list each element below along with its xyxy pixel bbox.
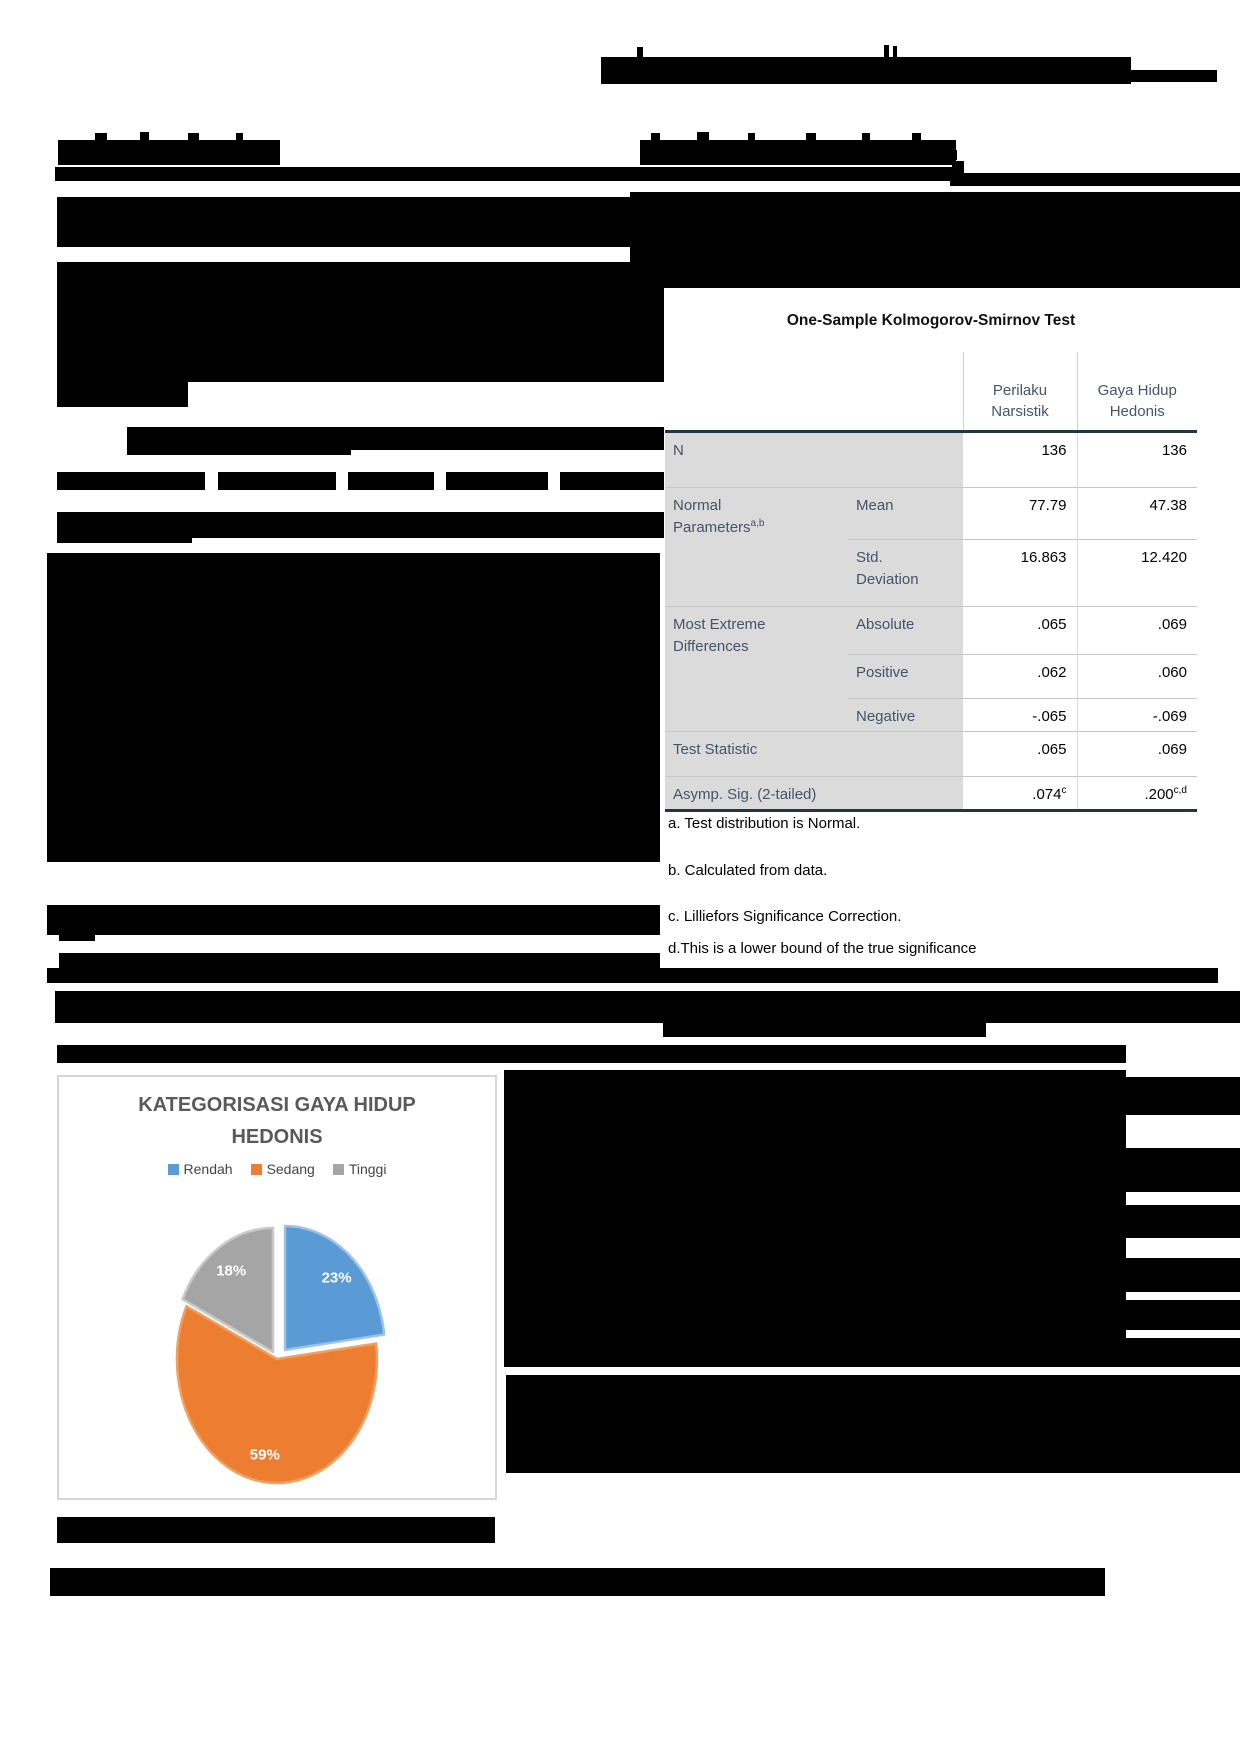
redaction-bar <box>506 1375 1240 1473</box>
ks-header-row <box>665 352 1197 432</box>
redaction-bar <box>59 935 95 941</box>
ks-header-col2 <box>1077 352 1197 432</box>
redaction-bar <box>50 1568 1105 1596</box>
cell-value: .062 <box>963 655 1077 699</box>
row-label: Asymp. Sig. (2-tailed) <box>665 777 963 811</box>
redaction-bar <box>948 150 957 160</box>
redaction-bar <box>1126 1338 1240 1367</box>
cell-value: 16.863 <box>963 540 1077 607</box>
legend-label: Sedang <box>266 1161 315 1177</box>
cell-value: .065 <box>963 732 1077 777</box>
redaction-bar <box>912 133 921 141</box>
redaction-bar <box>57 197 630 247</box>
redaction-bar <box>55 167 957 181</box>
redaction-bar <box>127 450 351 455</box>
redaction-bar <box>560 472 664 490</box>
redaction-bar <box>950 173 1240 186</box>
redaction-bar <box>651 133 660 141</box>
cell-value: 12.420 <box>1077 540 1197 607</box>
table-row <box>665 607 1197 655</box>
redaction-bar <box>663 1023 986 1037</box>
redaction-bar <box>57 472 205 490</box>
redaction-bar <box>1126 1205 1240 1238</box>
redaction-bar <box>47 553 660 862</box>
ks-header-empty <box>665 352 963 432</box>
cell-value: .069 <box>1077 732 1197 777</box>
redaction-bar <box>57 1045 1126 1063</box>
cell-value: .069 <box>1077 607 1197 655</box>
redaction-bar <box>748 133 755 141</box>
redaction-bar <box>884 45 889 57</box>
redaction-bar <box>504 1070 1126 1367</box>
row-sublabel: Positive <box>848 655 963 699</box>
row-sublabel: Negative <box>848 699 963 732</box>
redaction-bar <box>57 1517 495 1543</box>
col2-line2: Hedonis <box>1109 403 1165 420</box>
redaction-bar <box>59 953 660 968</box>
redaction-bar <box>47 905 660 935</box>
cell-value: -.069 <box>1077 699 1197 732</box>
col1-line2: Narsistik <box>991 403 1049 420</box>
legend-label: Tinggi <box>348 1161 387 1177</box>
redaction-bar <box>1126 1148 1240 1192</box>
redaction-bar <box>140 132 149 141</box>
footnote-d: d.This is a lower bound of the true significance <box>668 940 977 957</box>
redaction-bar <box>57 382 188 407</box>
redaction-bar <box>95 133 107 141</box>
cell-value: .074$^c$ <box>963 777 1077 811</box>
redaction-bar <box>893 46 897 57</box>
cell-value: -.065 <box>963 699 1077 732</box>
row-label: N <box>665 432 963 488</box>
pie-chart-box <box>57 1075 497 1500</box>
redaction-bar <box>1126 1077 1240 1115</box>
cell-value: 136 <box>1077 432 1197 488</box>
redaction-bar <box>57 538 192 543</box>
table-row <box>665 777 1197 811</box>
redaction-bar <box>862 133 870 141</box>
table-row <box>665 488 1197 540</box>
legend-label: Rendah <box>183 1161 233 1177</box>
pie-slice-rendah <box>285 1226 384 1350</box>
redaction-bar <box>348 472 434 490</box>
pie-chart <box>59 1077 495 1498</box>
cell-value: 77.79 <box>963 488 1077 540</box>
cell-value: 47.38 <box>1077 488 1197 540</box>
table-row <box>665 732 1197 777</box>
row-sublabel: Absolute <box>848 607 963 655</box>
redaction-bar <box>55 991 1240 1023</box>
table-row <box>665 432 1197 488</box>
row-sublabel: Mean <box>848 488 963 540</box>
cell-value: 136 <box>1041 442 1067 459</box>
pie-label-rendah: 23% <box>321 1269 352 1287</box>
chart-title: KATEGORISASI GAYA HIDUP HEDONIS <box>138 1094 416 1148</box>
redaction-bar <box>869 1258 1240 1292</box>
redaction-bar <box>1131 70 1217 82</box>
redaction-bar <box>236 133 243 141</box>
row-label: Normal Parameters$^{a,b}$ <box>665 488 848 607</box>
redaction-bar <box>1126 1300 1240 1330</box>
col2-line1: Gaya Hidup <box>1097 382 1177 399</box>
pie-label-tinggi: 18% <box>216 1262 247 1280</box>
cell-value: .060 <box>1077 655 1197 699</box>
col1-line1: Perilaku <box>992 382 1048 399</box>
footnote-c: c. Lilliefors Significance Correction. <box>668 908 902 925</box>
ks-table-title: One-Sample Kolmogorov-Smirnov Test <box>786 312 1076 329</box>
cell-value: .065 <box>963 607 1077 655</box>
redaction-bar <box>697 132 709 141</box>
ks-header-col1 <box>963 352 1077 432</box>
redaction-bar <box>57 262 664 382</box>
redaction-bar <box>601 57 1131 84</box>
redaction-bar <box>188 133 199 141</box>
redaction-bar <box>446 472 548 490</box>
redaction-bar <box>47 968 1218 983</box>
redaction-bar <box>58 140 280 165</box>
cell-value: .200$^{c,d}$ <box>1077 777 1197 811</box>
ks-table <box>665 352 1197 812</box>
redaction-bar <box>57 512 664 538</box>
row-label: Most Extreme Differences <box>665 607 848 732</box>
redaction-bar <box>806 133 816 141</box>
redaction-bar <box>640 140 956 165</box>
row-label: Test Statistic <box>665 732 963 777</box>
redaction-bar <box>127 427 664 450</box>
footnote-b: b. Calculated from data. <box>668 862 828 879</box>
row-sublabel: Std. Deviation <box>848 540 963 607</box>
redaction-bar <box>218 472 336 490</box>
redaction-bar <box>630 192 1240 288</box>
footnote-a: a. Test distribution is Normal. <box>668 815 861 832</box>
pie-label-sedang: 59% <box>249 1446 280 1464</box>
redaction-bar <box>637 47 643 57</box>
